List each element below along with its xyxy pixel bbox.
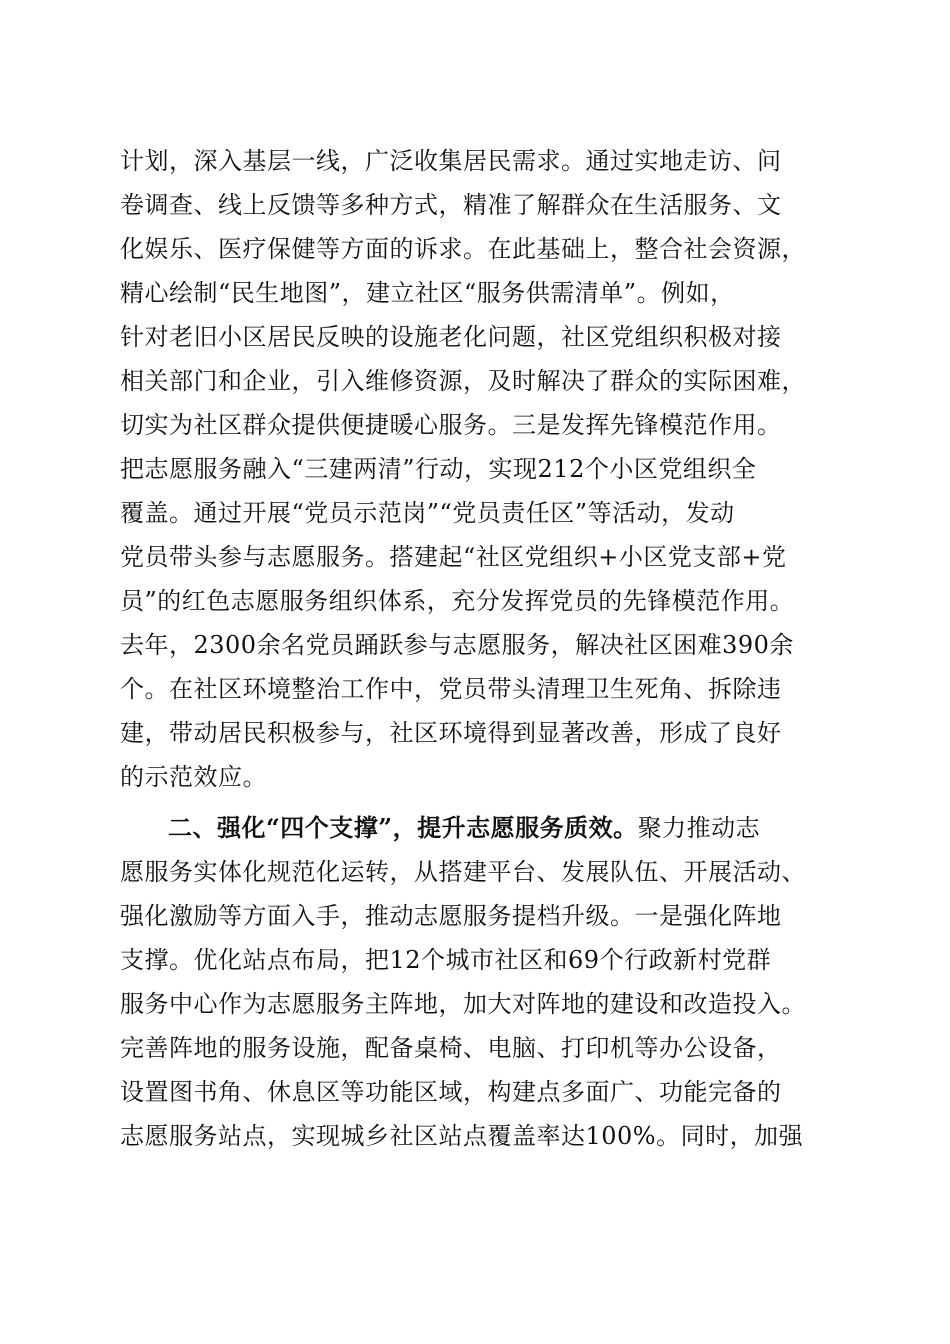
body-text-line: 员”的红色志愿服务组织体系，充分发挥党员的先锋模范作用。 [120, 587, 795, 615]
body-text-line: 相关部门和企业，引入维修资源，及时解决了群众的实际困难， [120, 367, 806, 395]
body-text-line: 覆盖。通过开展“党员示范岗”“党员责任区”等活动，发动 [120, 499, 735, 527]
body-text-line: 把志愿服务融入“三建两清”行动，实现212个小区党组织全 [120, 455, 757, 483]
body-text-line: 强化激励等方面入手，推动志愿服务提档升级。一是强化阵地 [120, 902, 782, 930]
section-heading-continuation: 聚力推动志 [637, 814, 761, 842]
body-text-line: 服务中心作为志愿服务主阵地，加大对阵地的建设和改造投入。 [120, 990, 806, 1018]
section-heading-line [168, 808, 830, 848]
body-text-line: 党员带头参与志愿服务。搭建起“社区党组织+小区党支部+党 [120, 543, 787, 571]
body-text-line: 卷调查、线上反馈等多种方式，精准了解群众在生活服务、文 [120, 191, 782, 219]
body-text-line: 愿服务实体化规范化运转，从搭建平台、发展队伍、开展活动、 [120, 858, 806, 886]
body-text-line: 化娱乐、医疗保健等方面的诉求。在此基础上，整合社会资源， [120, 235, 806, 263]
body-text-line: 切实为社区群众提供便捷暖心服务。三是发挥先锋模范作用。 [120, 411, 782, 439]
body-text-line: 针对老旧小区居民反映的设施老化问题，社区党组织积极对接 [120, 323, 782, 351]
body-text-line: 个。在社区环境整治工作中，党员带头清理卫生死角、拆除违 [120, 675, 782, 703]
body-text-line: 建，带动居民积极参与，社区环境得到显著改善，形成了良好 [120, 719, 782, 747]
body-text-line: 设置图书角、休息区等功能区域，构建点多面广、功能完备的 [120, 1078, 782, 1106]
body-text-line: 完善阵地的服务设施，配备桌椅、电脑、打印机等办公设备， [120, 1034, 782, 1062]
section-heading: 二、强化“四个支撑”，提升志愿服务质效。 [168, 813, 638, 842]
body-text-line: 精心绘制“民生地图”，建立社区“服务供需清单”。例如， [120, 279, 735, 307]
body-text-line: 支撑。优化站点布局，把12个城市社区和69个行政新村党群 [120, 946, 772, 974]
body-text-line: 计划，深入基层一线，广泛收集居民需求。通过实地走访、问 [120, 147, 782, 175]
body-text-line: 的示范效应。 [120, 763, 267, 791]
body-text-line: 志愿服务站点，实现城乡社区站点覆盖率达100%。同时，加强 [120, 1122, 804, 1150]
body-text-line: 去年，2300余名党员踊跃参与志愿服务，解决社区困难390余 [120, 631, 794, 659]
